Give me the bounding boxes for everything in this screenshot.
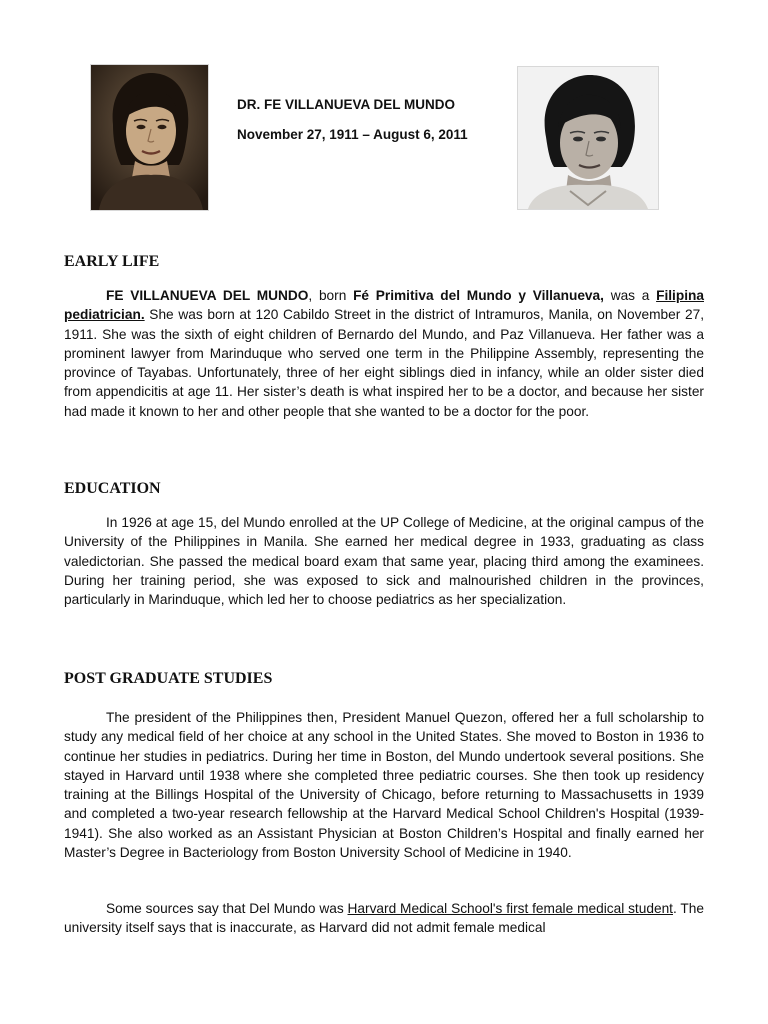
document-header <box>237 97 468 143</box>
harvard-first-female-link[interactable]: Harvard Medical School's first female medical student <box>347 901 673 916</box>
portrait-elderly-woman-icon <box>518 67 658 209</box>
section-title-early-life: EARLY LIFE <box>64 253 160 270</box>
life-dates: November 27, 1911 – August 6, 2011 <box>237 127 468 142</box>
post-graduate-paragraph-2: Some sources say that Del Mundo was Harvard Medical School's first female medical student. The university itself says that is inaccurate, as Harvard did not admit female medical <box>64 901 704 936</box>
education-paragraph: In 1926 at age 15, del Mundo enrolled at the UP College of Medicine, at the original campus of the University of the Philippines in Manila. She earned her medical degree in 1933, graduating as class valedictorian. She passed the medical board exam that same year, placing third among the examinees. During her training period, she was exposed to sick and malnourished children in the provinces, particularly in Marinduque, which led her to choose pediatrics as her specialization. <box>64 515 704 608</box>
person-name: DR. FE VILLANUEVA DEL MUNDO <box>237 97 456 112</box>
section-title-education: EDUCATION <box>64 480 161 497</box>
portrait-photo-right <box>518 67 658 209</box>
portrait-young-woman-icon <box>91 65 208 210</box>
birth-name: Fé Primitiva del Mundo y Villanueva, <box>353 288 604 303</box>
portrait-photo-left <box>91 65 208 210</box>
profession-link[interactable]: Filipina pediatrician. <box>64 288 704 323</box>
section-title-post-graduate: POST GRADUATE STUDIES <box>64 670 273 687</box>
early-life-paragraph: FE VILLANUEVA DEL MUNDO, born Fé Primitiva del Mundo y Villanueva, was a Filipina pediatrician. She was born at 120 Cabildo Street in the district of Intramuros, Manila, on November 27, 1911. She was the sixth of eight children of Bernardo del Mundo, and Paz Villanueva. Her father was a prominent lawyer from Marinduque who served one term in the Philippine Assembly, representing the province of Tayabas. Unfortunately, three of her eight siblings died in infancy, while an older sister died from appendicitis at age 11. Her sister’s death is what inspired her to be a doctor, and because her sister had made it known to her and other people that she wanted to be a doctor for the poor. <box>64 288 704 419</box>
subject-name: FE VILLANUEVA DEL MUNDO <box>106 288 309 303</box>
post-graduate-paragraph-1: The president of the Philippines then, President Manuel Quezon, offered her a full scholarship to study any medical field of her choice at any school in the United States. She moved to Boston in 1936 to continue her studies in pediatrics. During her time in Boston, del Mundo undertook several positions. She stayed in Harvard until 1938 where she completed three pediatric courses. She then took up residency training at the Billings Hospital of the University of Chicago, before returning to Massachusetts in 1939 and completed a two-year research fellowship at the Harvard Medical School Children's Hospital (1939-1941). She also worked as an Assistant Physician at Boston Children’s Hospital and finally earned her Master’s Degree in Bacteriology from Boston University School of Medicine in 1940. <box>64 710 704 861</box>
